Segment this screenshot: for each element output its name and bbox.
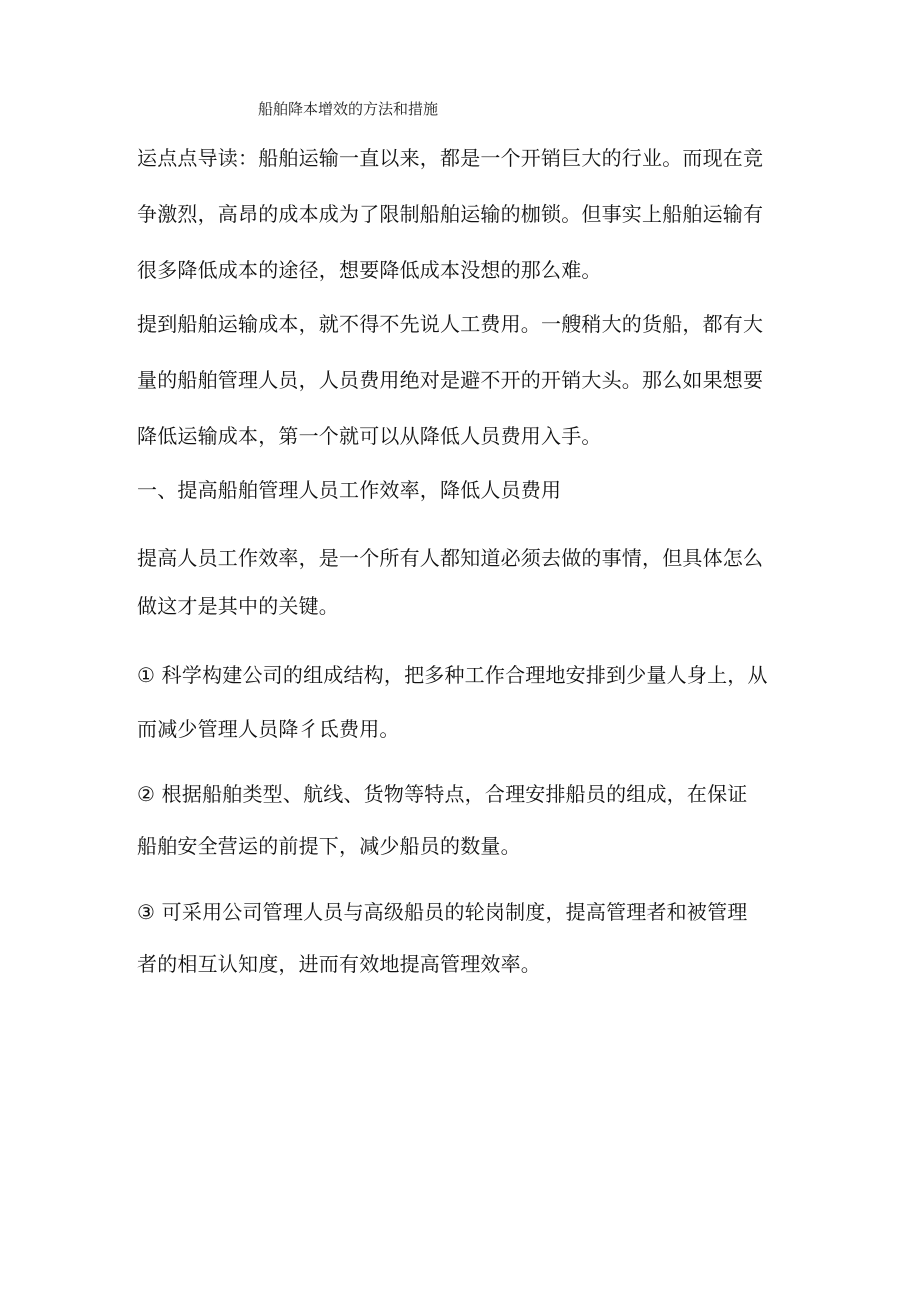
text-line: 量的船舶管理人员，人员费用绝对是避不开的开销大头。那么如果想要 [137, 368, 764, 392]
list-item-2 [137, 768, 787, 872]
document-title: 船舶降本增效的方法和措施 [258, 100, 439, 118]
text-line: 很多降低成本的途径，想要降低成本没想的那么难。 [137, 258, 602, 282]
list-item-3 [137, 886, 787, 990]
heading-text: 一、提高船舶管理人员工作效率，降低人员费用 [137, 478, 562, 502]
efficiency-paragraph [137, 534, 787, 630]
text-line: 者的相互认知度，进而有效地提高管理效率。 [137, 952, 541, 976]
text-line: 运点点导读：船舶运输一直以来，都是一个开销巨大的行业。而现在竞 [137, 146, 764, 170]
text-line: ③ 可采用公司管理人员与高级船员的轮岗制度，提高管理者和被管理 [137, 900, 748, 924]
section-heading [137, 466, 787, 514]
text-line: 提高人员工作效率，是一个所有人都知道必须去做的事情，但具体怎么 [137, 546, 764, 570]
text-line: 船舶安全营运的前提下，减少船员的数量。 [137, 834, 521, 858]
text-line: 提到船舶运输成本，就不得不先说人工费用。一艘稍大的货船，都有大 [137, 312, 764, 336]
text-line: 做这才是其中的关键。 [137, 594, 339, 618]
text-line: 争激烈，高昂的成本成为了限制船舶运输的枷锁。但事实上船舶运输有 [137, 202, 764, 226]
intro-paragraph [137, 130, 787, 298]
list-item-1 [137, 648, 787, 756]
text-line: 而减少管理人员降彳氐费用。 [137, 717, 400, 741]
labor-cost-paragraph [137, 296, 787, 464]
text-line: ① 科学构建公司的组成结构，把多种工作合理地安排到少量人身上，从 [137, 663, 768, 687]
text-line: 降低运输成本，第一个就可以从降低人员费用入手。 [137, 424, 602, 448]
text-line: ② 根据船舶类型、航线、货物等特点，合理安排船员的组成，在保证 [137, 782, 748, 806]
